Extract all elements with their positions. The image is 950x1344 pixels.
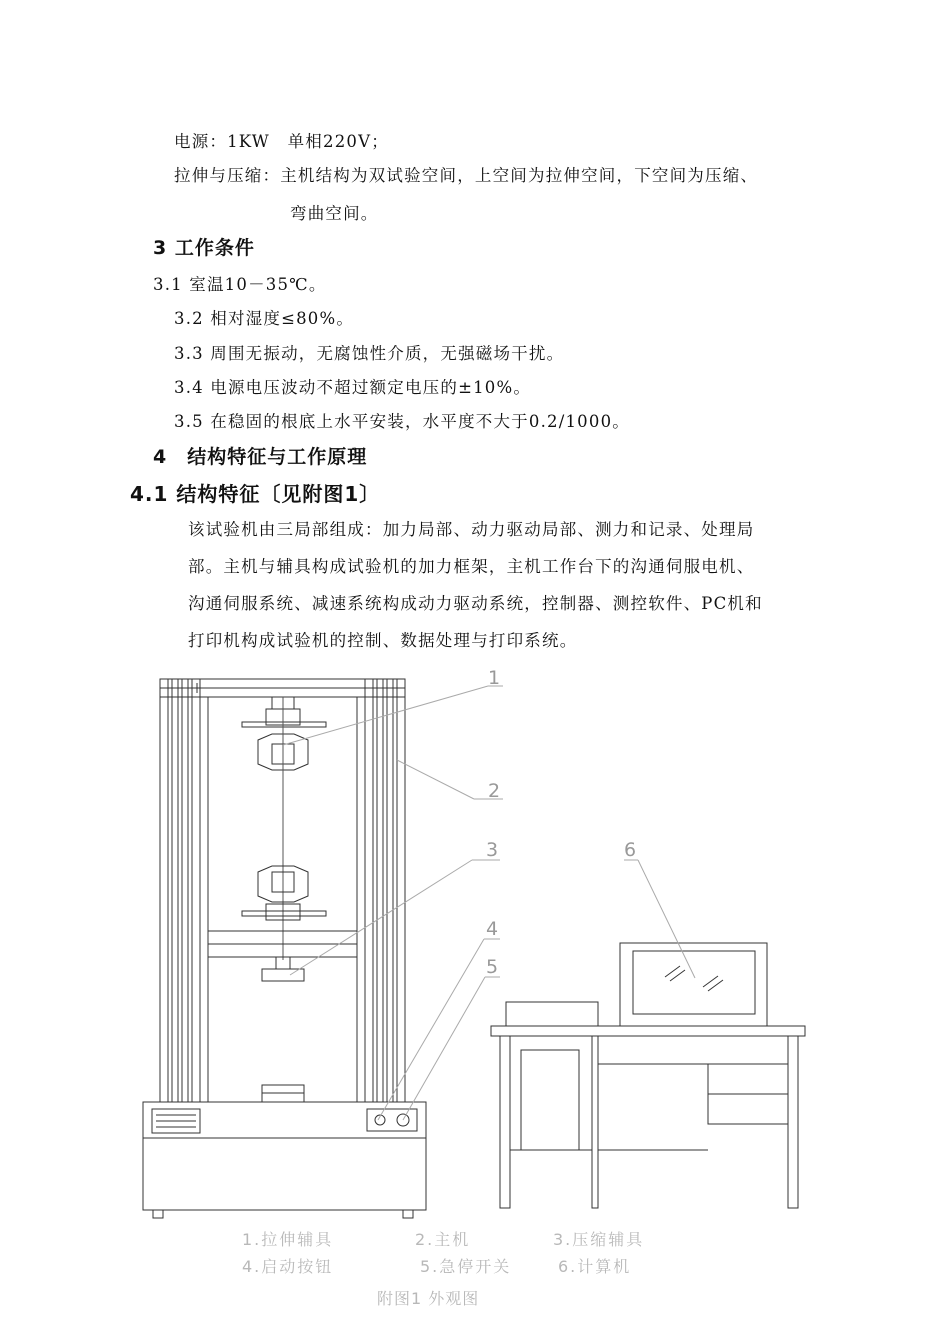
section4-title: 4 结构特征与工作原理: [153, 446, 368, 468]
condition-item-4: 3.4 电源电压波动不超过额定电压的±10%。: [174, 378, 532, 397]
callout-leaders: [283, 686, 695, 1120]
callout-5: 5: [486, 956, 499, 978]
section3-title: 3 工作条件: [153, 237, 255, 259]
legend-item-3: 3.压缩辅具: [553, 1230, 645, 1249]
structure-paragraph-line2: 部。主机与辅具构成试验机的加力框架，主机工作台下的沟通伺服电机、: [188, 557, 755, 576]
callout-2: 2: [488, 780, 501, 802]
spec-tension-line1: 拉伸与压缩：主机结构为双试验空间，上空间为拉伸空间，下空间为压缩、: [174, 166, 759, 185]
condition-item-3: 3.3 周围无振动，无腐蚀性介质，无强磁场干扰。: [174, 344, 565, 363]
legend-item-1: 1.拉伸辅具: [242, 1230, 334, 1249]
condition-item-2: 3.2 相对湿度≤80%。: [174, 309, 355, 328]
testing-machine: [143, 679, 426, 1218]
callout-1: 1: [488, 667, 501, 689]
callout-3: 3: [486, 839, 499, 861]
computer-desk: [491, 943, 805, 1208]
structure-paragraph-line4: 打印机构成试验机的控制、数据处理与打印系统。: [188, 631, 578, 650]
callout-6: 6: [624, 839, 637, 861]
callout-4: 4: [486, 918, 499, 940]
condition-item-5: 3.5 在稳固的根底上水平安装，水平度不大于0.2/1000。: [174, 412, 630, 431]
structure-paragraph-line1: 该试验机由三局部组成：加力局部、动力驱动局部、测力和记录、处理局: [188, 520, 755, 539]
legend-item-2: 2.主机: [415, 1230, 471, 1249]
section4-subtitle: 4.1 结构特征〔见附图1〕: [130, 482, 381, 506]
spec-tension-line2: 弯曲空间。: [290, 204, 379, 223]
condition-item-1: 3.1 室温10－35℃。: [153, 275, 327, 294]
structure-paragraph-line3: 沟通伺服系统、减速系统构成动力驱动系统，控制器、测控软件、PC机和: [188, 594, 763, 613]
legend-item-6: 6.计算机: [558, 1257, 632, 1276]
legend-item-4: 4.启动按钮: [242, 1257, 334, 1276]
legend-item-5: 5.急停开关: [420, 1257, 512, 1276]
spec-power: 电源：1KW 单相220V；: [174, 132, 389, 151]
figure-caption: 附图1 外观图: [377, 1289, 480, 1308]
